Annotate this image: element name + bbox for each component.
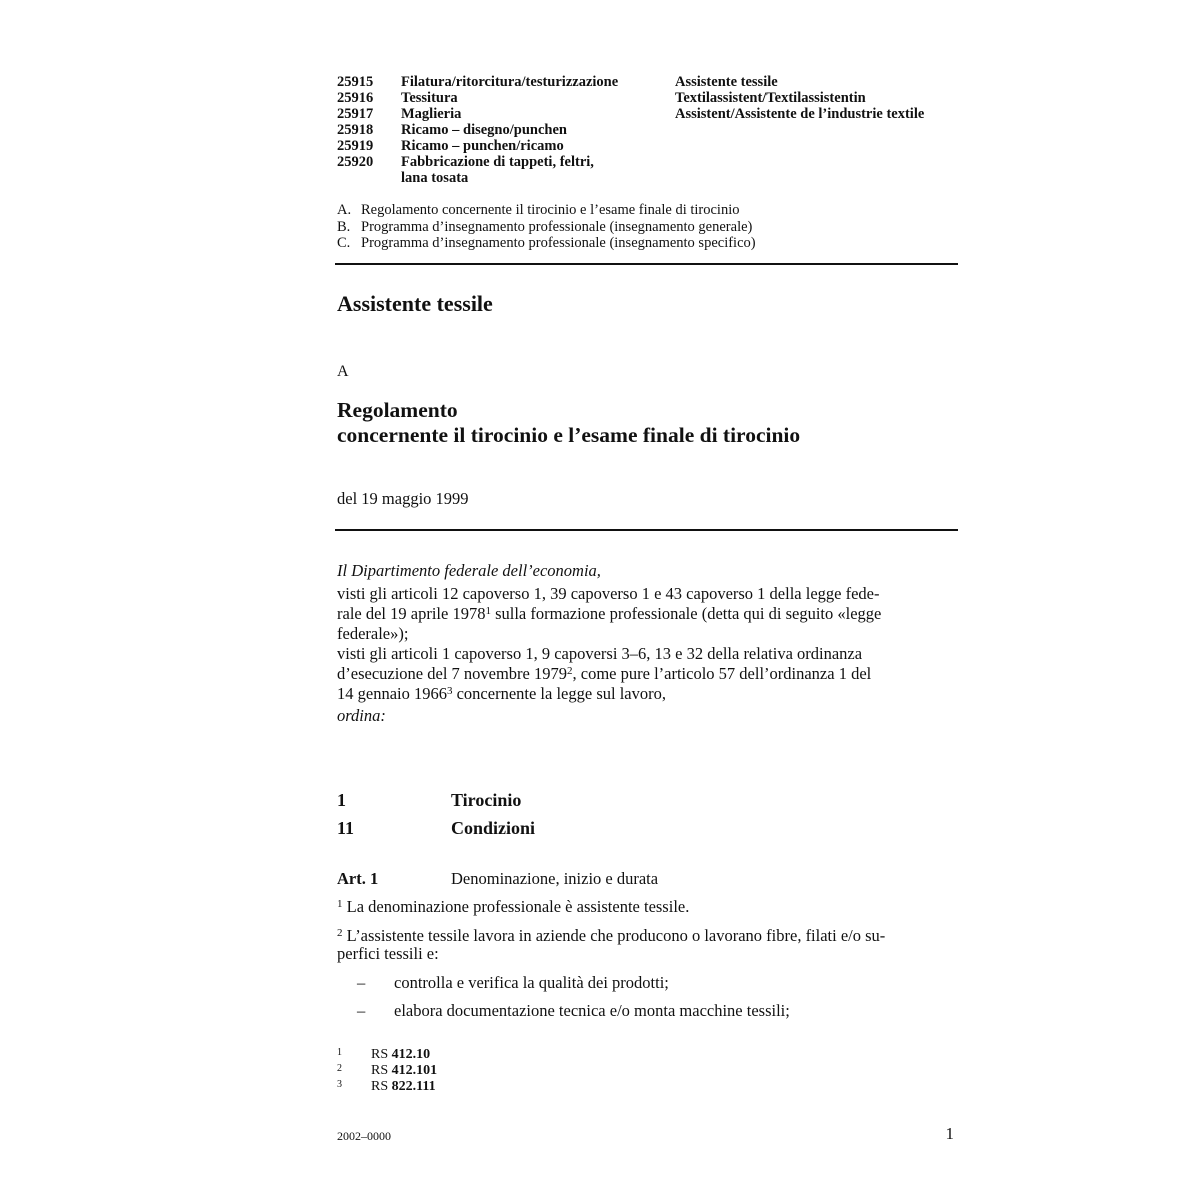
code-number: 25917 [337, 106, 374, 122]
preamble-ordina: ordina: [337, 706, 386, 725]
paragraph-number: 2 [337, 927, 343, 939]
code-label: Maglieria [401, 106, 462, 122]
title-french: Assistent/Assistente de l’industrie textile [675, 106, 925, 122]
article-heading [337, 869, 658, 889]
code-row [337, 122, 958, 138]
footnote-number: 3 [337, 1079, 342, 1090]
preamble-line: rale del 19 aprile 1978$^1$ sulla formazione professionale (detta qui di seguito «legge [337, 604, 882, 623]
chapter-title: Tirocinio [451, 790, 522, 810]
contents-letter: C. [337, 235, 351, 251]
paragraph-number: 1 [337, 898, 343, 910]
footnote-number: 1 [337, 1047, 342, 1058]
contents-item [337, 235, 756, 252]
divider [335, 263, 958, 265]
footnote: 2 RS 412.101 [337, 1063, 438, 1078]
preamble-line: federale»); [337, 624, 409, 643]
list-item [357, 973, 669, 993]
contents-item [337, 202, 756, 219]
list-item [357, 1001, 790, 1021]
list-item-text: controlla e verifica la qualità dei prodotti; [394, 973, 669, 992]
code-row-continuation [337, 170, 958, 186]
preamble [337, 561, 958, 729]
code-label: lana tosata [401, 170, 469, 186]
subchapter-heading [337, 818, 535, 839]
regulation-title [337, 398, 800, 448]
footnote: 3 RS 822.111 [337, 1079, 436, 1094]
code-number: 25916 [337, 90, 374, 106]
paragraph: $^1$ La denominazione professionale è assistente tessile. [337, 897, 690, 916]
code-label: Ricamo – disegno/punchen [401, 122, 567, 138]
contents-letter: A. [337, 202, 352, 218]
profession-titles [675, 74, 924, 122]
contents-list [337, 202, 756, 252]
contents-text: Programma d’insegnamento professionale (insegnamento generale) [361, 218, 753, 235]
contents-letter: B. [337, 218, 351, 235]
article-title: Denominazione, inizio e durata [451, 869, 659, 888]
bullet-dash: – [357, 1001, 366, 1020]
footnote-number: 2 [337, 1063, 342, 1074]
contents-item [337, 219, 756, 236]
regulation-date: del 19 maggio 1999 [337, 489, 469, 508]
footnote-ref: 2 [567, 665, 573, 677]
title-german: Textilassistent/Textilassistentin [675, 90, 866, 106]
code-label: Fabbricazione di tappeti, feltri, [401, 154, 594, 170]
code-label: Filatura/ritorcitura/testurizzazione [401, 74, 619, 90]
article-number: Art. 1 [337, 869, 379, 888]
document-page [337, 0, 958, 1200]
footnotes [337, 1047, 437, 1095]
subchapter-title: Condizioni [451, 818, 536, 838]
preamble-line: d’esecuzione del 7 novembre 1979$^2$, come pure l’articolo 57 dell’ordinanza 1 del [337, 664, 872, 683]
footnote-ref-number: 822.111 [391, 1079, 436, 1094]
preamble-line: visti gli articoli 1 capoverso 1, 9 capoversi 3–6, 13 e 32 della relativa ordinanza [337, 644, 863, 663]
regulation-title-line: concernente il tirocinio e l’esame finale di tirocinio [337, 423, 801, 447]
contents-text: Programma d’insegnamento professionale (insegnamento specifico) [361, 235, 756, 251]
footnote-ref-number: 412.10 [391, 1047, 431, 1062]
list-item-text: elabora documentazione tecnica e/o monta macchine tessili; [394, 1001, 790, 1020]
code-row [337, 154, 958, 170]
regulation-title-line: Regolamento [337, 398, 458, 422]
section-letter: A [337, 363, 349, 380]
code-row [337, 138, 958, 154]
preamble-line: visti gli articoli 12 capoverso 1, 39 capoverso 1 e 43 capoverso 1 della legge fede- [337, 584, 880, 603]
footnote-ref: 1 [485, 605, 491, 617]
footnote: 1 RS 412.10 [337, 1047, 431, 1062]
preamble-line: 14 gennaio 1966$^3$ concernente la legge sul lavoro, [337, 684, 666, 703]
code-number: 25920 [337, 154, 374, 170]
paragraph: $^2$ L’assistente tessile lavora in aziende che producono o lavorano fibre, filati e/o su- perfici tessili e: [337, 926, 886, 963]
code-label: Tessitura [401, 90, 458, 106]
footnote-ref-number: 412.101 [391, 1063, 438, 1078]
title-italian: Assistente tessile [675, 74, 778, 90]
code-number: 25915 [337, 74, 374, 90]
code-label: Ricamo – punchen/ricamo [401, 138, 564, 154]
chapter-number: 1 [337, 790, 346, 810]
chapter-heading [337, 790, 521, 811]
preamble-authority: Il Dipartimento federale dell’economia, [337, 561, 601, 580]
profession-codes [337, 74, 958, 186]
code-number: 25919 [337, 138, 374, 154]
contents-text: Regolamento concernente il tirocinio e l’esame finale di tirocinio [361, 202, 740, 218]
code-number: 25918 [337, 122, 374, 138]
bullet-dash: – [357, 973, 366, 992]
footer-code: 2002–0000 [337, 1129, 391, 1143]
page-number: 1 [945, 1124, 954, 1143]
footnote-ref: 3 [446, 685, 453, 697]
subchapter-number: 11 [337, 818, 355, 838]
profession-heading: Assistente tessile [337, 291, 493, 316]
divider [335, 529, 958, 531]
